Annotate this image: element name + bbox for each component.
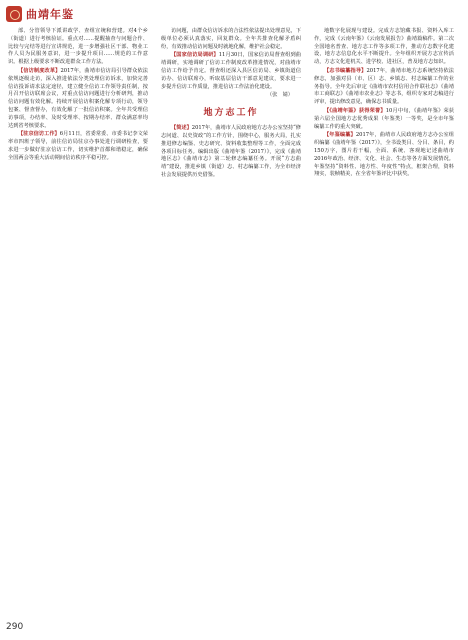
paragraph: 地数字化展现与建设。完成方志馆藏书报、资料入库工作，完成《云南年鉴》《云南发展报告》曲靖篇稿件。第二次全国地名普查、地方志工作等多项工作，推动方志数字化建设，地方志信息化水平不断提升。全年组织开展方志宣传活动，方志文化进机关、进学校、进社区，普及地方志知识。 — [314, 28, 454, 66]
paragraph — [8, 131, 148, 162]
running-header-title: 曲靖年鉴 — [26, 8, 74, 21]
text-column-3 — [314, 28, 454, 598]
paragraph-body: 10月中旬，《曲靖年鉴》荣获第六届全国地方志优秀成果（年鉴类）一等奖，是全市年鉴编纂工作的重大突破。 — [314, 107, 454, 130]
section-heading: 【简述】 — [171, 125, 192, 132]
paragraph: 部、分管领导下派讲政学、查组宣统和营建。对4个乡（街道）进行考核验证。重点对……提醒抽查与问题合作、比较与完结等进行宣讲规范，进一步增强社区干部、物业工作人员为民服务意识，进一步提升项目……规范的工作意识。根据上级要求不断改进群众工作方法。 — [8, 28, 148, 66]
section-heading: 【国家信访局调研】 — [171, 52, 219, 59]
section-heading: 【《曲靖年鉴》获得荣誉】 — [324, 107, 386, 114]
paragraph — [314, 132, 454, 179]
section-heading: 【年鉴编纂】 — [324, 132, 356, 139]
author-signature: （张 婧） — [267, 92, 293, 99]
text-column-2 — [161, 28, 301, 598]
paragraph-body: 2017年，曲靖市人民政府地方志办公室组织编纂《曲靖年鉴（2017）》，全书设类目、分目、条目，约150万字，图片若干幅，全面、系统、客观地记述曲靖市2016年政治、经济、文化、社会、生态等各方面发展情况。年鉴坚持“资料性、地方性、年度性”特点，框架合理，资料翔实，装帧精美，在全省年鉴评比中获奖。 — [314, 132, 454, 178]
paragraph-body: 2017年，曲靖市信访局引导群众依法依规逐级走访，深入推进依法分类处理信访诉求，加快完善信访投诉请求法定途径，建立健全信访工作领导责任制，按月召开信访联席会议，对重点信访问题进行分析研判，推动信访问题有效化解。持续开展信访积案化解专项行动，领导包案、督查督办，有效化解了一批信访积案。全年共受理信访事项，办结率、及时受理率、按期办结率、群众满意率均达到省考核要求。 — [8, 67, 148, 129]
section-heading: 【信访制度改革】 — [18, 67, 61, 74]
paragraph: 访问题，由群众信访诉求的合法性依法提出处理意见，下级单位必须认真落实，回复群众。全年共排查化解矛盾纠纷，有效推动信访问题及时就地化解，维护社会稳定。 — [161, 28, 301, 50]
text-column-1 — [8, 28, 148, 598]
paragraph-body: 2017年，曲靖市地方志系统坚持依法修志，加强对县（市、区）志、乡镇志、村志编纂工作的业务指导。全年先后审定《曲靖市农村信用合作联社志》《曲靖市工商联志》《曲靖市农业志》等志书，组织专家对志稿进行评审，提出修改意见，确保志书质量。 — [314, 67, 454, 106]
running-header — [6, 4, 74, 24]
section-title: 地方志工作 — [203, 108, 259, 119]
section-heading: 【志书编纂指导】 — [324, 67, 367, 74]
paragraph-body: 2017年，曲靖市人民政府地方志办公室坚持“修志问道、以史资政”的工作方针，围绕中心，服务大局，扎实推进修志编鉴、史志研究、资料收集整理等工作，全面完成各项目标任务。编辑出版《曲靖年鉴（2017）》，完成《曲靖地区志》《曲靖市志》第二轮修志编纂任务。开展“方志曲靖”建设，推进乡镇（街道）志、村志编纂工作，为全市经济社会发展提供历史借鉴。 — [161, 125, 301, 178]
paragraph — [161, 52, 301, 91]
paragraph-body: 11月30日，国家信访局督查组到曲靖调研，实地调研了信访工作制度改革推进情况，对曲靖市信访工作给予肯定。督查组还深入县区信访局、乡镇街道信访办、信访联席办，听取基层信访干部意见建议，要求进一步提升信访工作质量，推进信访工作法治化建设。 — [161, 52, 301, 90]
paragraph — [314, 108, 454, 131]
page-number: 290 — [6, 622, 24, 632]
paragraph — [8, 68, 148, 130]
paragraph-body: 6月11日，省委常委、市委书记李文荣率市四班子领导，前往信访局驻京办事处进行调研检查，要求进一步做好驻京信访工作，切实维护首都和谐稳定，确保全国两会等重大活动期间信访秩序平稳可控。 — [8, 131, 148, 161]
paragraph — [314, 68, 454, 107]
section-heading: 【驻京信访工作】 — [18, 131, 60, 138]
yearbook-logo-icon — [6, 6, 22, 22]
paragraph — [161, 125, 301, 180]
